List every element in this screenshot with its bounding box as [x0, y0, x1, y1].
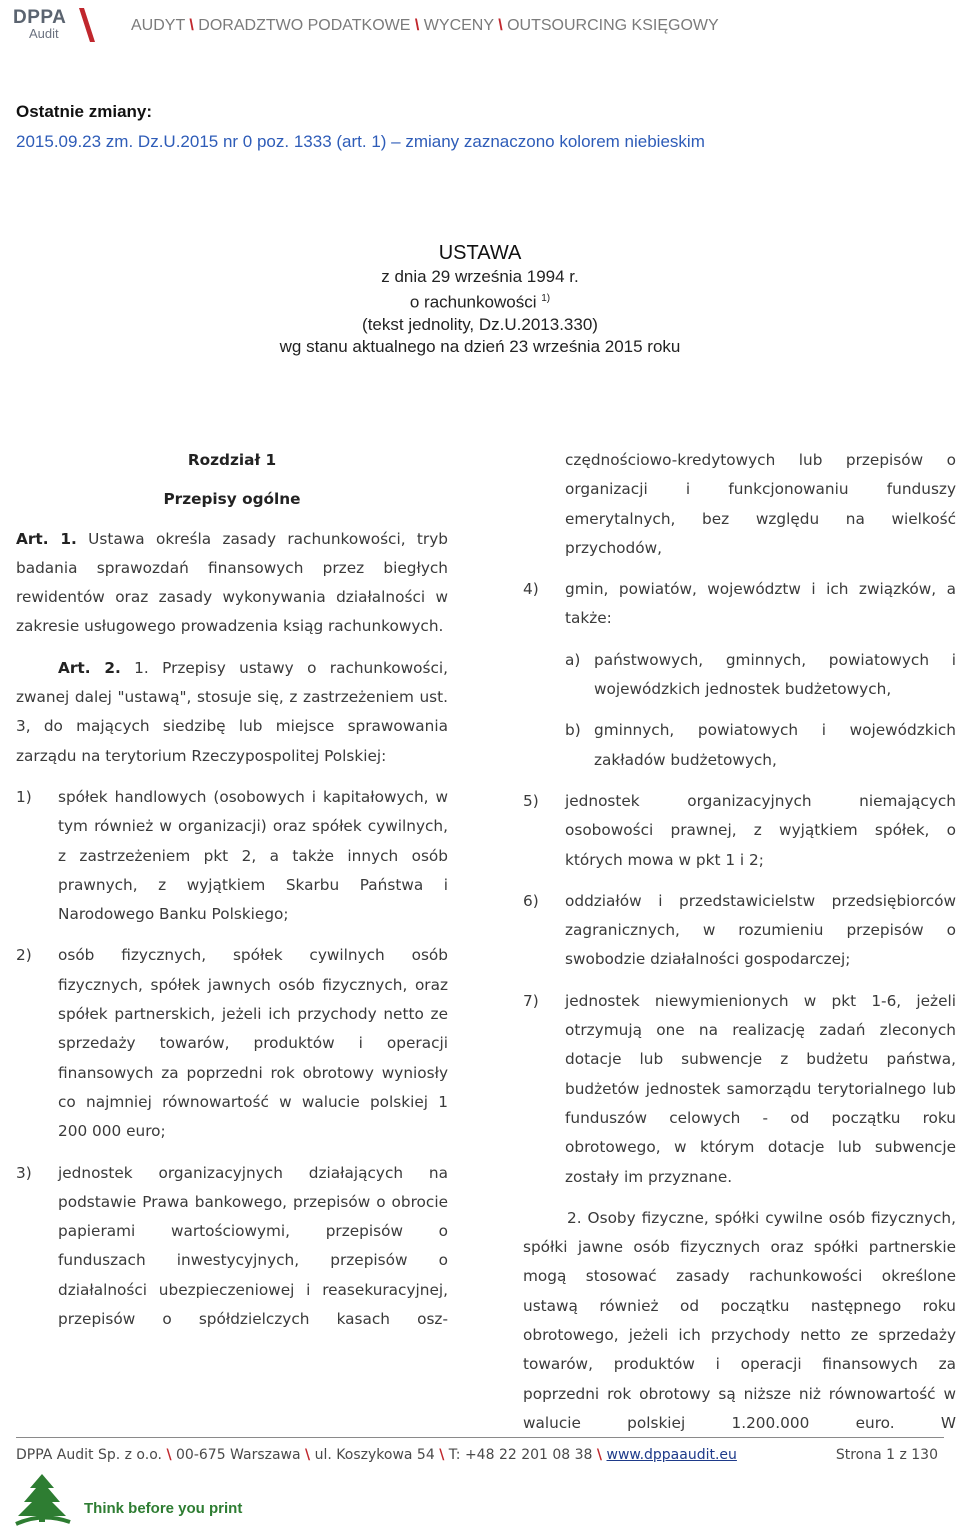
list-item	[523, 787, 956, 875]
footer-tagline: Think before you print	[84, 1500, 243, 1517]
nav-item-doradztwo[interactable]: DORADZTWO PODATKOWE	[198, 17, 411, 34]
sub-item-letter: a)	[565, 650, 581, 669]
footer-phone: T: +48 22 201 08 38	[448, 1447, 593, 1463]
chapter-number: Rozdział 1	[187, 451, 277, 469]
article-1	[16, 525, 448, 642]
changes-title: Ostatnie zmiany:	[16, 102, 153, 121]
act-consolidated: (tekst jednolity, Dz.U.2013.330)	[362, 314, 598, 334]
article-2-paragraph-2: 2. Osoby fizyczne, spółki cywilne osób fizycznych, spółki jawne osób fizycznych oraz spółki partnerskie mogą stosować zasady rachunkowości określone ustawą również od początku następnego roku obrotowego, jeżeli ich przychody netto ze sprzedaży towarów, produktów i operacji finansowych za poprzedni rok obrotowy są niższe niż równowartość w walucie polskiej 1.200.000 euro. W	[523, 1208, 956, 1432]
act-subject-line	[0, 288, 960, 314]
changes-entry: 2015.09.23 zm. Dz.U.2015 nr 0 poz. 1333 (art. 1) – zmiany zaznaczono kolorem niebieskim	[16, 132, 705, 151]
nav-item-wyceny[interactable]: WYCENY	[423, 17, 494, 34]
list-item	[523, 575, 956, 634]
tree-icon	[12, 1472, 72, 1528]
nav-separator: \	[498, 17, 503, 34]
footer-company: DPPA Audit Sp. z o.o.	[16, 1447, 162, 1463]
article-2-text: Przepisy ustawy o rachunkowości, zwanej dalej "ustawą", stosuje się, z zastrzeżeniem ust. 3, do mających siedzibę lub miejsce sprawowania zarządu na terytorium Rzeczypospolitej Polskiej:	[16, 658, 448, 765]
sub-item	[523, 646, 956, 705]
item-number: 2)	[16, 946, 32, 965]
right-column	[523, 446, 956, 1438]
list-item	[16, 783, 448, 929]
item-text: osób fizycznych, spółek cywilnych osób fizycznych, spółek jawnych osób fizycznych, oraz spółek partnerskich, jeżeli ich przychody netto ze sprzedaży towarów, produktów i operacji finansowych za poprzedni rok obrotowy wyniosły co najmniej równowartość w walucie polskiej 1 200 000 euro;	[58, 946, 448, 1141]
page-header	[0, 0, 960, 52]
nav-item-outsourcing[interactable]: OUTSOURCING KSIĘGOWY	[507, 17, 719, 34]
header-nav	[131, 17, 719, 35]
act-footnote: 1)	[541, 293, 551, 304]
act-status: wg stanu aktualnego na dzień 23 września 2015 roku	[279, 336, 681, 356]
sub-item-text: gminnych, powiatowych i wojewódzkich zakładów budżetowych,	[594, 721, 956, 769]
item-text: oddziałów i przedstawicielstw przedsiębiorców zagranicznych, w rozumieniu przepisów o swobodzie działalności gospodarczej;	[565, 891, 956, 969]
list-item	[16, 941, 448, 1146]
article-2-label: Art. 2.	[58, 658, 121, 677]
footer-street: ul. Koszykowa 54	[314, 1447, 435, 1463]
nav-separator: \	[189, 17, 194, 34]
list-item	[523, 987, 956, 1192]
item-number: 4)	[523, 580, 539, 599]
footer-separator: \	[305, 1447, 311, 1463]
recent-changes	[16, 97, 705, 157]
act-subject: o rachunkowości	[409, 292, 537, 312]
dppa-logo	[13, 7, 93, 43]
footer-divider	[16, 1437, 944, 1438]
article-1-text: Ustawa określa zasady rachunkowości, tryb badania sprawozdań finansowych przez biegłych rewidentów oraz zasady wykonywania działalności w zakresie usługowego prowadzenia ksiąg rachunkowych.	[16, 529, 448, 636]
article-1-label: Art. 1.	[16, 529, 77, 548]
nav-item-audyt[interactable]: AUDYT	[131, 17, 185, 34]
footer-postal: 00-675 Warszawa	[176, 1447, 301, 1463]
nav-separator: \	[414, 17, 420, 34]
page-number: Strona 1 z 130	[835, 1447, 938, 1463]
footer-contact	[16, 1447, 737, 1463]
chapter-title: Przepisy ogólne	[163, 490, 301, 509]
continuation-text: czędnościowo-kredytowych lub przepisów o organizacji i funkcjonowaniu funduszy emerytalnych, bez względu na wielkość przychodów,	[565, 451, 956, 557]
logo-slash-icon	[79, 8, 95, 42]
item-number: 6)	[523, 891, 539, 910]
act-title-block	[0, 240, 960, 358]
item-text: jednostek organizacyjnych niemających osobowości prawnej, z wyjątkiem spółek, o których mowa w pkt 1 i 2;	[565, 791, 956, 869]
item-text: gmin, powiatów, województw i ich związków, a także:	[565, 580, 956, 628]
logo-sub-text: Audit	[29, 26, 59, 41]
list-item	[523, 887, 956, 975]
footer-separator: \	[439, 1447, 445, 1463]
act-date: z dnia 29 września 1994 r.	[381, 267, 579, 286]
act-type: USTAWA	[438, 242, 522, 264]
item-continuation	[523, 446, 956, 563]
list-item	[16, 1159, 448, 1335]
left-column	[16, 446, 448, 1334]
item-text: jednostek organizacyjnych działających na podstawie Prawa bankowego, przepisów o obrocie papierami wartościowymi, przepisów o funduszach inwestycyjnych, przepisów o działalności ubezpieczeniowej i reasekuracyjnej, przepisów o spółdzielczych kasach osz-	[58, 1163, 448, 1329]
item-number: 1)	[16, 787, 32, 806]
footer-website-link[interactable]: www.dppaaudit.eu	[606, 1447, 737, 1463]
item-number: 7)	[523, 991, 539, 1010]
sub-item-letter: b)	[565, 721, 581, 740]
item-number: 3)	[16, 1163, 32, 1182]
article-2-para: 1.	[134, 658, 149, 677]
item-text: spółek handlowych (osobowych i kapitałowych, w tym również w organizacji) oraz spółek cywilnych, z zastrzeżeniem pkt 2, a także innych osób prawnych, z wyjątkiem Skarbu Państwa i Narodowego Banku Polskiego;	[58, 787, 448, 924]
footer-separator: \	[166, 1447, 172, 1463]
item-text: jednostek niewymienionych w pkt 1-6, jeżeli otrzymują one na realizację zadań zleconych dotacje lub subwencje z budżetu państwa, budżetów jednostek samorządu terytorialnego lub funduszów celowych - od początku roku obrotowego, w którym dotacje lub subwencje zostały im przyznane.	[565, 991, 956, 1186]
item-number: 5)	[523, 791, 539, 810]
footer-separator: \	[596, 1447, 603, 1463]
logo-main-text: DPPA	[13, 7, 67, 28]
article-2	[16, 654, 448, 771]
sub-item-text: państwowych, gminnych, powiatowych i wojewódzkich jednostek budżetowych,	[594, 650, 956, 699]
sub-item	[523, 716, 956, 775]
